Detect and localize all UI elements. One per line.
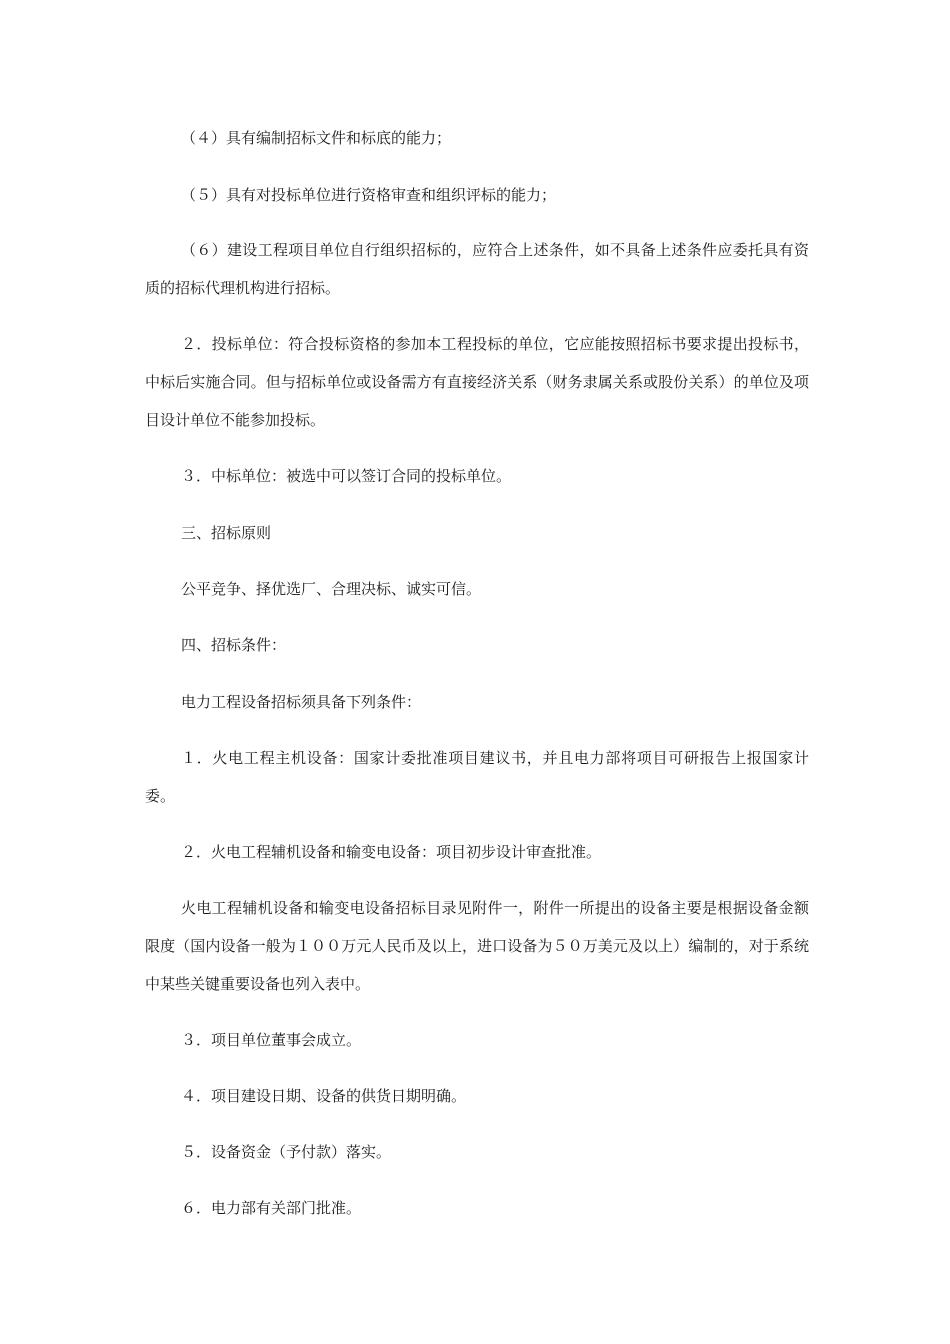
paragraph-conditions-intro: 电力工程设备招标须具备下列条件：	[181, 693, 422, 711]
paragraph-catalog-note: 火电工程辅机设备和输变电设备招标目录见附件一，附件一所提出的设备主要是根据设备金额限度（国内设备一般为１００万元人民币及以上，进口设备为５０万美元及以上）编制的，对于系统中某些关键重要设备也列入表中。	[145, 899, 809, 993]
heading-section-four: 四、招标条件：	[181, 636, 287, 654]
paragraph-condition-6: ６．电力部有关部门批准。	[181, 1199, 362, 1217]
paragraph-condition-5: ５．设备资金（予付款）落实。	[181, 1143, 392, 1161]
paragraph-bidding-unit: ２．投标单位：符合投标资格的参加本工程投标的单位，它应能按照招标书要求提出投标书，中标后实施合同。但与招标单位或设备需方有直接经济关系（财务隶属关系或股份关系）的单位及项目设计单位不能参加投标。	[145, 335, 809, 429]
paragraph-condition-2: ２．火电工程辅机设备和输变电设备：项目初步设计审查批准。	[181, 843, 602, 861]
paragraph-condition-4: ４．项目建设日期、设备的供货日期明确。	[181, 1087, 467, 1105]
paragraph-item-4-ability: （４）具有编制招标文件和标底的能力；	[181, 129, 452, 147]
paragraph-principles: 公平竞争、择优选厂、合理决标、诚实可信。	[181, 580, 482, 598]
paragraph-condition-3: ３．项目单位董事会成立。	[181, 1031, 362, 1049]
heading-section-three: 三、招标原则	[181, 524, 272, 542]
paragraph-item-5-ability: （５）具有对投标单位进行资格审查和组织评标的能力；	[181, 186, 557, 204]
paragraph-condition-1: １．火电工程主机设备：国家计委批准项目建议书，并且电力部将项目可研报告上报国家计委。	[145, 749, 809, 805]
paragraph-item-6-self-organized: （６）建设工程项目单位自行组织招标的，应符合上述条件，如不具备上述条件应委托具有资质的招标代理机构进行招标。	[145, 241, 809, 297]
paragraph-winning-unit: ３．中标单位：被选中可以签订合同的投标单位。	[181, 467, 512, 485]
